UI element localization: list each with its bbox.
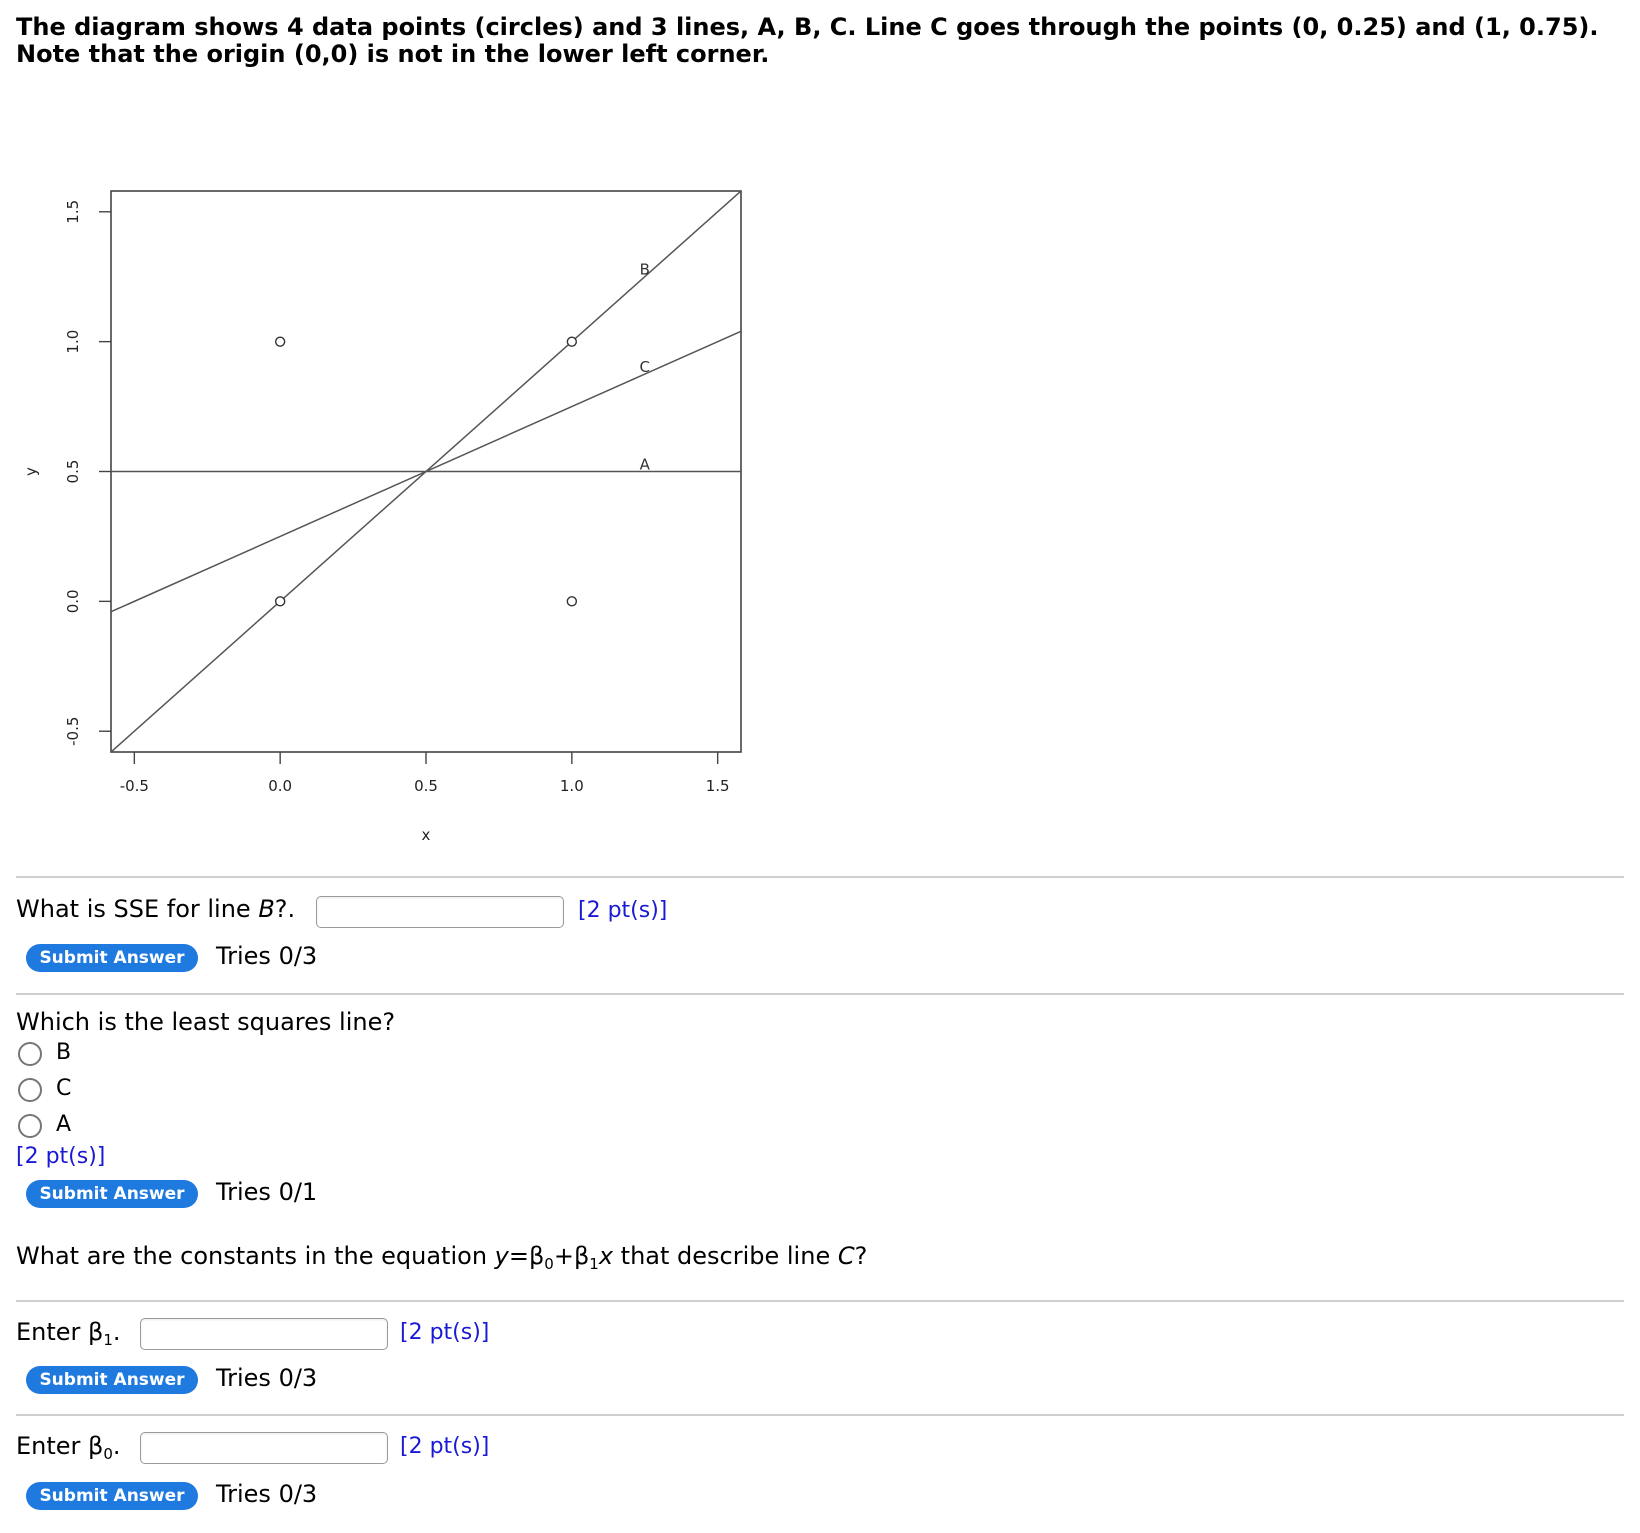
submit-answer-button[interactable]: Submit Answer [26, 1366, 198, 1394]
data-point [276, 597, 285, 606]
y-tick-label: 0.0 [64, 589, 82, 614]
x-tick-label: 0.5 [414, 777, 438, 795]
problem-statement-line-1: The diagram shows 4 data points (circles) and 3 lines, A, B, C. Line C goes through the points (0, 0.25) and (1, 0.75). [16, 13, 1599, 41]
divider [16, 1300, 1624, 1302]
beta0-label: Enter $\beta_0$. [16, 1432, 121, 1463]
beta1-answer-input[interactable] [140, 1318, 388, 1350]
y-tick-label: 1.5 [64, 199, 82, 224]
tries-counter: Tries 0/3 [216, 942, 318, 970]
radio-button[interactable] [18, 1114, 42, 1138]
submit-answer-button[interactable]: Submit Answer [26, 944, 198, 972]
y-tick-label: 0.5 [64, 459, 82, 484]
data-point [567, 597, 576, 606]
divider [16, 993, 1624, 995]
sse-answer-input[interactable] [316, 896, 564, 928]
tries-counter: Tries 0/1 [216, 1178, 318, 1206]
line-label-b: B [639, 260, 650, 279]
submit-answer-button[interactable]: Submit Answer [26, 1180, 198, 1208]
points-label: [2 pt(s)] [400, 1320, 490, 1345]
question-sse-line-b: What is SSE for line B?. [16, 895, 296, 923]
data-point [276, 337, 285, 346]
equation-text: y [494, 1242, 509, 1270]
beta0-answer-input[interactable] [140, 1432, 388, 1464]
points-label: [2 pt(s)] [578, 898, 668, 923]
scatter-plot [0, 0, 760, 844]
radio-label: B [56, 1040, 72, 1065]
tries-counter: Tries 0/3 [216, 1364, 318, 1392]
problem-statement-line-2: Note that the origin (0,0) is not in the lower left corner. [16, 40, 770, 68]
divider [16, 1414, 1624, 1416]
radio-button[interactable] [18, 1078, 42, 1102]
beta1-label: Enter $\beta_1$. [16, 1318, 121, 1349]
y-tick-label: -0.5 [64, 716, 82, 746]
line-label-c: C [639, 358, 650, 377]
radio-label: C [56, 1076, 72, 1101]
y-axis-title: y [22, 467, 40, 476]
submit-answer-button[interactable]: Submit Answer [26, 1482, 198, 1510]
divider [16, 876, 1624, 878]
question-least-squares: Which is the least squares line? [16, 1008, 396, 1036]
x-tick-label: 1.5 [705, 777, 730, 795]
x-tick-label: 0.0 [268, 777, 293, 795]
data-point [567, 337, 576, 346]
x-tick-label: -0.5 [119, 777, 149, 795]
radio-button[interactable] [18, 1042, 42, 1066]
points-label: [2 pt(s)] [400, 1434, 490, 1459]
line-label-a: A [639, 455, 650, 474]
question-line-c-constants: What are the constants in the equation $y=\beta_0+\beta_1x$ that describe line C? [16, 1242, 868, 1273]
points-label: [2 pt(s)] [16, 1144, 106, 1169]
y-tick-label: 1.0 [64, 329, 82, 354]
x-axis-title: x [421, 826, 431, 844]
tries-counter: Tries 0/3 [216, 1480, 318, 1508]
radio-label: A [56, 1112, 72, 1137]
x-tick-label: 1.0 [559, 777, 584, 795]
